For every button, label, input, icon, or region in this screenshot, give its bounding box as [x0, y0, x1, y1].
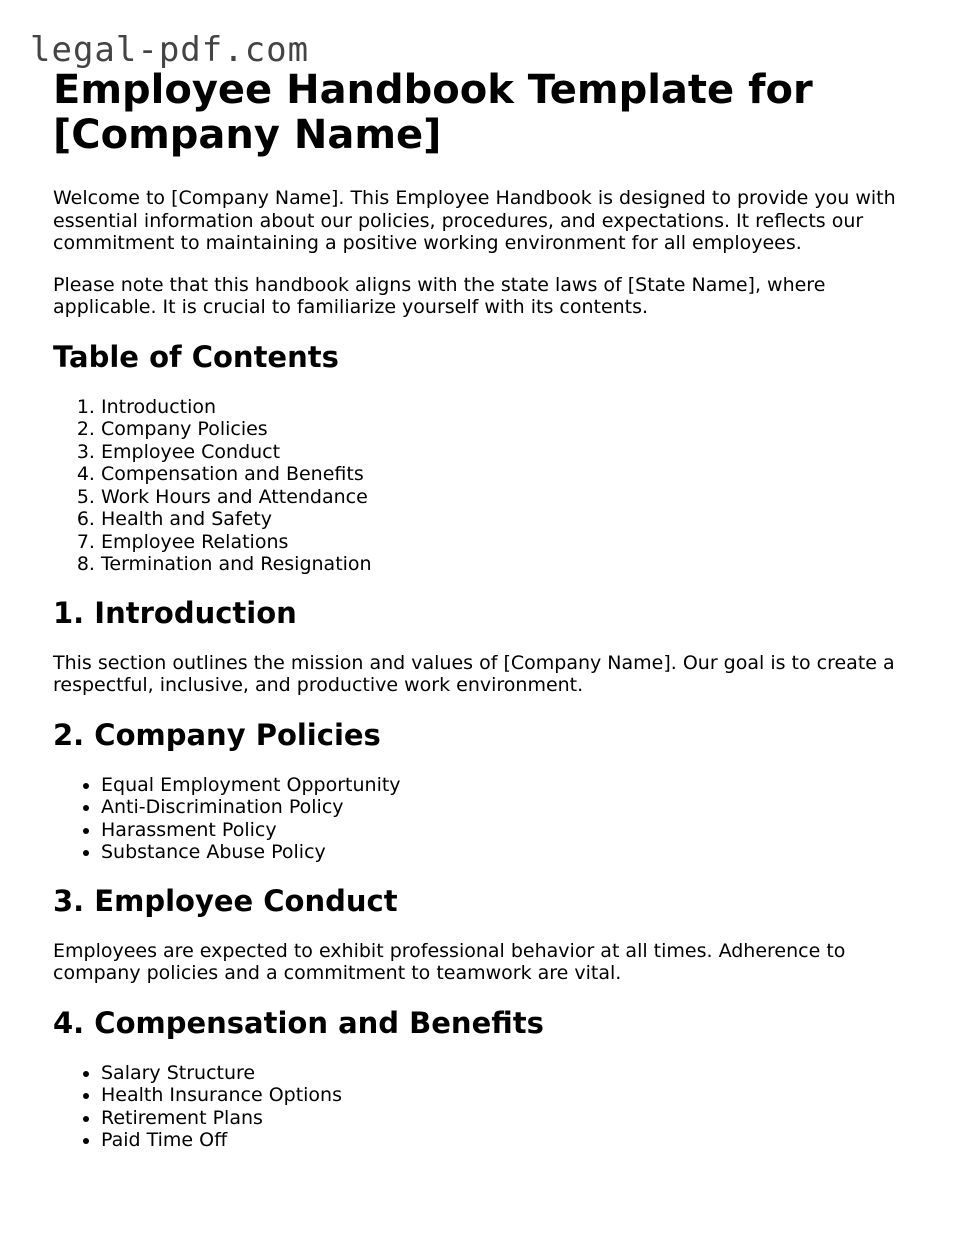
toc-item: 6. Health and Safety [101, 508, 933, 531]
list-item: • Retirement Plans [101, 1107, 933, 1130]
toc-item: 1. Introduction [101, 396, 933, 419]
section-heading-conduct: 3. Employee Conduct [53, 883, 398, 918]
document-body [53, 68, 933, 1171]
toc-item: 8. Termination and Resignation [101, 553, 933, 576]
list-item: • Paid Time Off [101, 1129, 933, 1152]
list-item: • Harassment Policy [101, 819, 933, 842]
section-text-conduct: Employees are expected to exhibit professional behavior at all times. Adherence to company policies and a commitment to teamwork are vital. [53, 939, 846, 984]
page-title: Employee Handbook Template for [Company Name] [53, 67, 813, 158]
list-item: • Health Insurance Options [101, 1084, 933, 1107]
toc-item: 3. Employee Conduct [101, 441, 933, 464]
toc-item: 7. Employee Relations [101, 531, 933, 554]
intro-paragraph-state-laws: Please note that this handbook aligns with the state laws of [State Name], where applicable. It is crucial to familiarize yourself with its contents. [53, 273, 826, 318]
section-heading-policies: 2. Company Policies [53, 717, 381, 752]
list-item: • Equal Employment Opportunity [101, 774, 933, 797]
list-item: • Salary Structure [101, 1062, 933, 1085]
toc-heading: Table of Contents [53, 339, 339, 374]
list-item: • Substance Abuse Policy [101, 841, 933, 864]
policies-list [53, 774, 933, 864]
intro-paragraph-welcome: Welcome to [Company Name]. This Employee Handbook is designed to provide you with essential information about our policies, procedures, and expectations. It reflects our commitment to maintaining a positive working environment for all employees. [53, 187, 896, 254]
list-item: • Anti-Discrimination Policy [101, 796, 933, 819]
toc-item: 2. Company Policies [101, 418, 933, 441]
watermark-text: legal-pdf.com [30, 30, 310, 70]
compensation-list [53, 1062, 933, 1152]
toc-list [53, 396, 933, 576]
toc-item: 4. Compensation and Benefits [101, 463, 933, 486]
toc-item: 5. Work Hours and Attendance [101, 486, 933, 509]
section-heading-introduction: 1. Introduction [53, 595, 297, 630]
section-heading-compensation: 4. Compensation and Benefits [53, 1005, 544, 1040]
section-text-introduction: This section outlines the mission and values of [Company Name]. Our goal is to create a respectful, inclusive, and productive work environment. [53, 651, 895, 696]
